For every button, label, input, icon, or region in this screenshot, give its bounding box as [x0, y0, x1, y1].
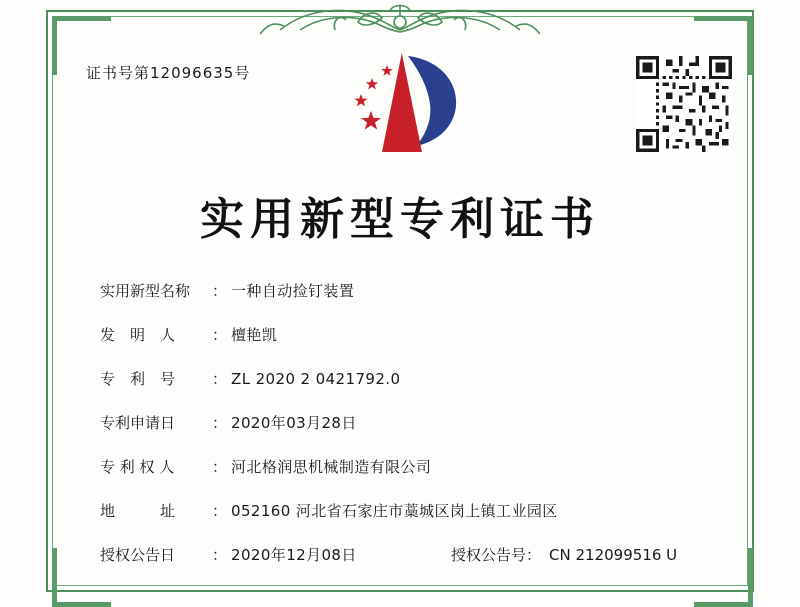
field-label-grant-number: 授权公告号 — [451, 546, 527, 564]
field-value-grant-number: CN 212099516 U — [549, 546, 678, 564]
field-row-grant-announcement — [100, 544, 720, 565]
field-value: 檀艳凯 — [231, 326, 278, 344]
field-colon: ： — [212, 546, 228, 564]
field-value: 2020年03月28日 — [231, 414, 357, 432]
patent-office-logo-icon — [330, 48, 480, 158]
field-value-grant-date: 2020年12月08日 — [231, 546, 357, 564]
field-value: ZL 2020 2 0421792.0 — [231, 370, 401, 388]
field-row-patent-number — [100, 368, 720, 389]
field-colon: ： — [212, 414, 228, 432]
field-label: 发 明 人 — [100, 326, 176, 344]
field-label-grant-date: 授权公告日 — [100, 546, 176, 564]
field-colon: ： — [526, 546, 542, 564]
field-label: 专 利 权 人 — [100, 458, 175, 476]
qr-code-icon — [636, 56, 732, 152]
field-colon: ： — [212, 282, 228, 300]
field-label: 专利申请日 — [100, 414, 176, 432]
field-value: 一种自动捡钉装置 — [231, 282, 355, 300]
field-value: 河北格润思机械制造有限公司 — [231, 458, 432, 476]
field-row-patentee — [100, 456, 720, 477]
field-colon: ： — [212, 458, 228, 476]
page-title: 实用新型专利证书 — [200, 194, 600, 245]
field-colon: ： — [212, 326, 228, 344]
field-label: 地 址 — [100, 502, 176, 520]
field-label: 实用新型名称 — [100, 282, 191, 300]
field-row-application-date — [100, 412, 720, 433]
field-label: 专 利 号 — [100, 370, 176, 388]
field-value: 052160 河北省石家庄市藁城区岗上镇工业园区 — [231, 502, 558, 520]
field-row-address — [100, 500, 720, 521]
field-row-utility-model-name — [100, 280, 720, 301]
field-row-inventor — [100, 324, 720, 345]
floral-ornament-icon — [240, 0, 560, 40]
certificate-number: 证书号第12096635号 — [86, 64, 251, 82]
field-colon: ： — [212, 502, 228, 520]
field-colon: ： — [212, 370, 228, 388]
certificate-fields — [100, 280, 720, 588]
